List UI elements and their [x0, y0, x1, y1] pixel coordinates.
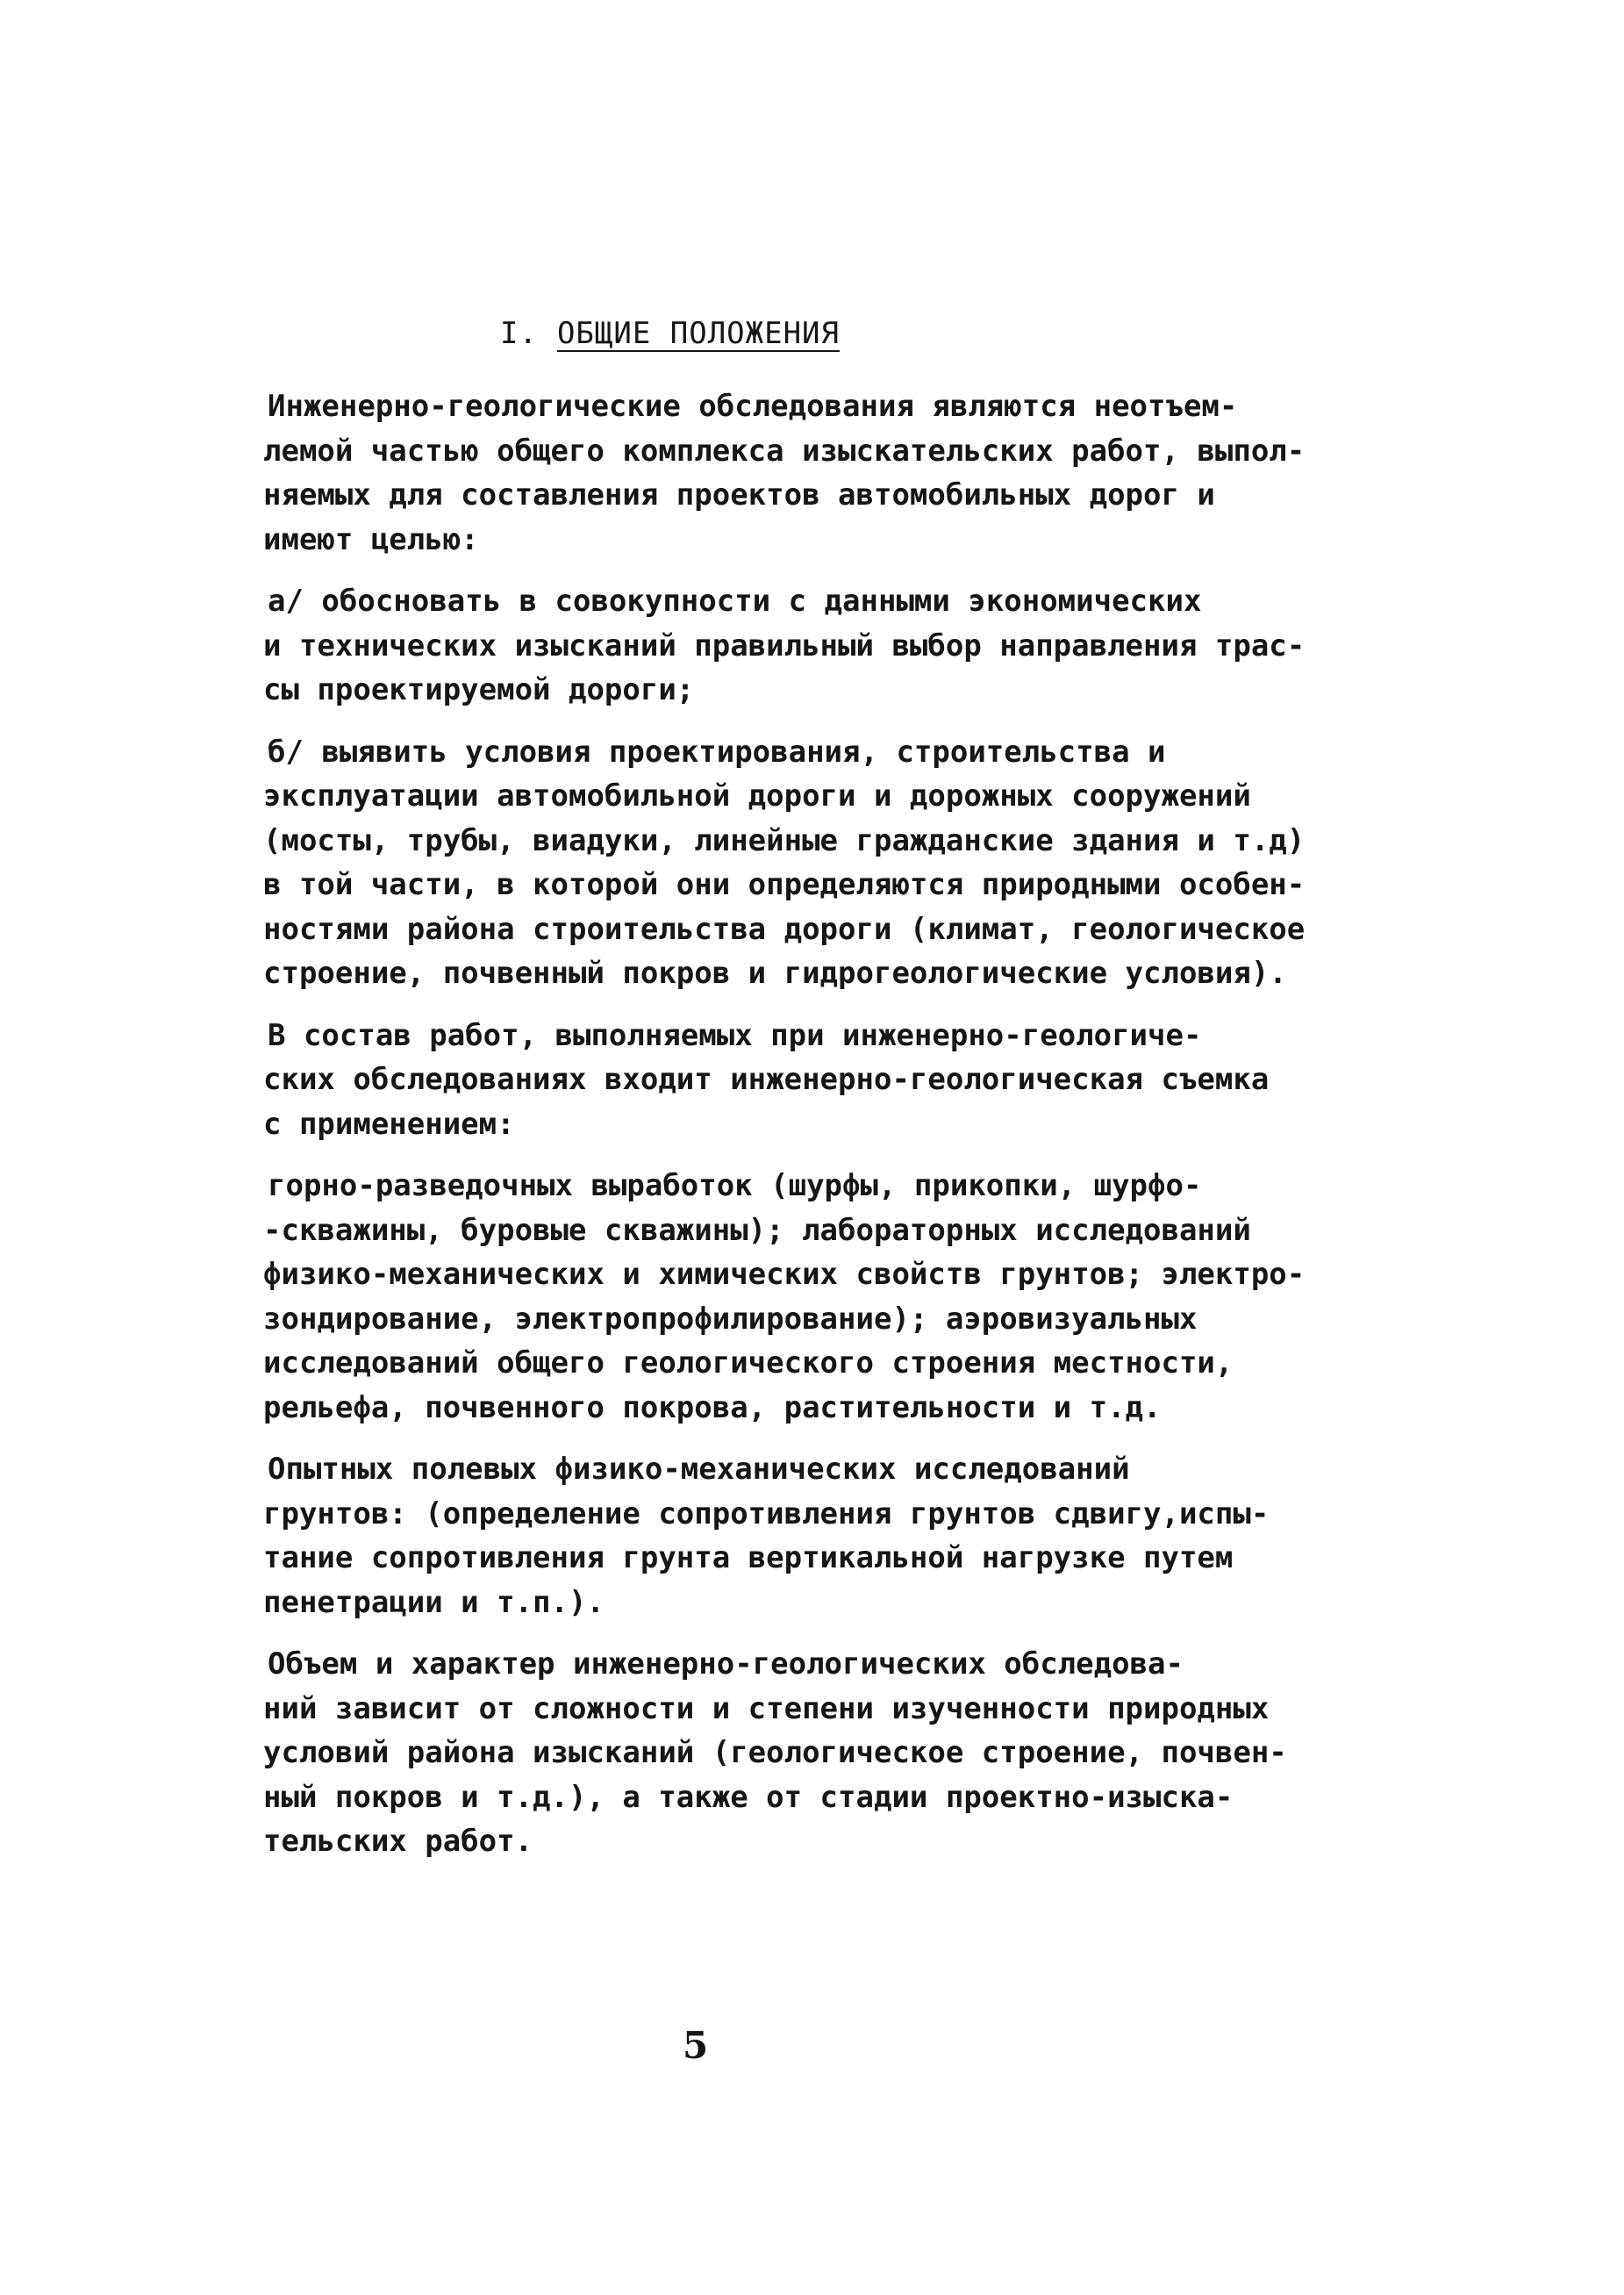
- paragraph-volume: [263, 1642, 1287, 1864]
- text-line: в той части, в которой они определяются природными особен-: [263, 867, 1306, 902]
- text-line: ный покров и т.д.), а также от стадии проектно-изыска-: [263, 1779, 1234, 1815]
- text-line: Опытных полевых физико-механических исследований: [268, 1452, 1130, 1487]
- section-heading: [500, 316, 840, 351]
- text-line: физико-механических и химических свойств грунтов; электро-: [263, 1257, 1306, 1292]
- text-line: с применением:: [263, 1106, 515, 1142]
- text-line: ских обследованиях входит инженерно-геологическая съемка: [263, 1062, 1270, 1097]
- paragraph-goal-a: [263, 579, 1306, 713]
- text-line: тельских работ.: [263, 1824, 533, 1859]
- text-line: В состав работ, выполняемых при инженерно-геологиче-: [268, 1017, 1202, 1053]
- section-title: ОБЩИЕ ПОЛОЖЕНИЯ: [556, 316, 840, 351]
- text-line: (мосты, трубы, виадуки, линейные гражданские здания и т.д): [263, 822, 1306, 858]
- text-line: Объем и характер инженерно-геологических обследова-: [268, 1646, 1184, 1682]
- text-line: исследований общего геологического строения местности,: [263, 1345, 1234, 1381]
- body-text: [263, 384, 1306, 1882]
- paragraph-intro: [263, 384, 1306, 562]
- text-line: горно-разведочных выработок (шурфы, прикопки, шурфо-: [268, 1168, 1202, 1203]
- text-line: сы проектируемой дороги;: [263, 672, 695, 707]
- paragraph-methods: [263, 1164, 1306, 1430]
- text-line: -скважины, буровые скважины); лабораторных исследований: [263, 1212, 1251, 1248]
- section-number: I.: [500, 316, 538, 351]
- text-line: условий района изысканий (геологическое строение, почвен-: [263, 1735, 1287, 1770]
- text-line: эксплуатации автомобильной дороги и дорожных сооружений: [263, 778, 1251, 814]
- text-line: а/ обосновать в совокупности с данными экономических: [268, 584, 1202, 619]
- text-line: зондирование, электропрофилирование); аэровизуальных: [263, 1301, 1198, 1337]
- text-line: и технических изысканий правильный выбор направления трас-: [263, 628, 1306, 663]
- text-line: Инженерно-геологические обследования являются неотъем-: [268, 389, 1238, 424]
- text-line: рельефа, почвенного покрова, растительности и т.д.: [263, 1389, 1162, 1425]
- text-line: пенетрации и т.п.).: [263, 1584, 605, 1620]
- page-number: 5: [683, 2024, 709, 2067]
- text-line: ний зависит от сложности и степени изученности природных: [263, 1690, 1270, 1726]
- text-line: няемых для составления проектов автомобильных дорог и: [263, 477, 1215, 513]
- text-line: имеют целью:: [263, 521, 479, 557]
- text-line: строение, почвенный покров и гидрогеологические условия).: [263, 956, 1287, 991]
- paragraph-field-tests: [263, 1447, 1270, 1624]
- text-line: грунтов: (определение сопротивления грунтов сдвигу,испы-: [263, 1495, 1270, 1531]
- text-line: ностями района строительства дороги (климат, геологическое: [263, 911, 1306, 947]
- paragraph-goal-b: [263, 730, 1306, 996]
- text-line: лемой частью общего комплекса изыскательских работ, выпол-: [263, 433, 1306, 469]
- paragraph-scope: [263, 1014, 1270, 1147]
- text-line: тание сопротивления грунта вертикальной нагрузке путем: [263, 1540, 1234, 1575]
- text-line: б/ выявить условия проектирования, строительства и: [268, 734, 1166, 770]
